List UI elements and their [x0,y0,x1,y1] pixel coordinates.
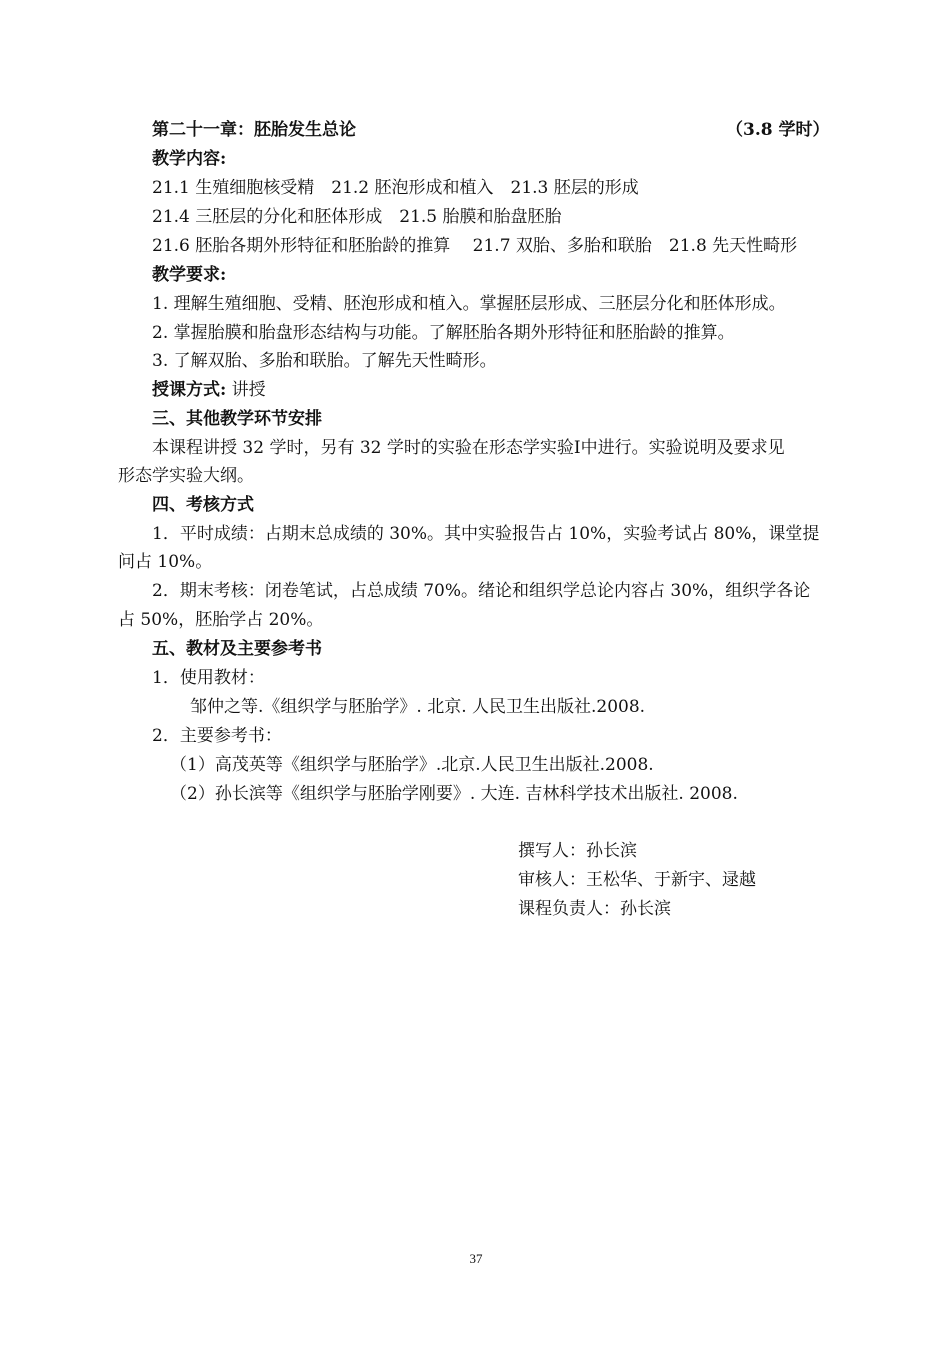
signature-author: 撰写人：孙长滨 [518,841,637,861]
section4-heading: 四、考核方式 [152,495,254,515]
page-number: 37 [469,1251,483,1266]
textbook-label: 1．使用教材： [152,668,265,688]
teaching-content-line: 21.6 胚胎各期外形特征和胚胎龄的推算 21.7 双胎、多胎和联胎 21.8 先天性畸形 [152,236,798,256]
section3-heading: 三、其他教学环节安排 [152,409,322,429]
teaching-requirement-line: 2. 掌握胎膜和胎盘形态结构与功能。了解胚胎各期外形特征和胚胎龄的推算。 [152,323,735,343]
teaching-method-value: 讲授 [226,380,266,400]
assessment-item-line: 占 50%，胚胎学占 20%。 [118,610,324,630]
teaching-method [152,379,266,401]
assessment-item-line: 2．期末考核：闭卷笔试，占总成绩 70%。绪论和组织学总论内容占 30%，组织学各论 [152,581,811,601]
signature-reviewers: 审核人：王松华、于新宇、逯越 [518,870,756,890]
references-label: 2．主要参考书： [152,726,282,746]
signature-responsible: 课程负责人：孙长滨 [518,899,671,919]
teaching-requirements-heading: 教学要求: [152,265,227,285]
reference-entry: （1）高茂英等《组织学与胚胎学》.北京.人民卫生出版社.2008. [170,755,654,775]
teaching-content-heading: 教学内容: [152,149,227,169]
assessment-item-line: 问占 10%。 [118,552,213,572]
teaching-requirement-line: 1. 理解生殖细胞、受精、胚泡形成和植入。掌握胚层形成、三胚层分化和胚体形成。 [152,294,786,314]
chapter-title: 第二十一章：胚胎发生总论 [152,120,356,140]
assessment-item-line: 1．平时成绩：占期末总成绩的 30%。其中实验报告占 10%，实验考试占 80%，课堂提 [152,524,820,544]
textbook-entry: 邹仲之等.《组织学与胚胎学》. 北京. 人民卫生出版社.2008. [190,697,646,717]
teaching-method-label: 授课方式: [152,380,227,400]
teaching-content-line: 21.1 生殖细胞核受精 21.2 胚泡形成和植入 21.3 胚层的形成 [152,178,639,198]
section3-paragraph-line: 形态学实验大纲。 [118,466,254,486]
chapter-hours: （3.8 学时） [726,120,830,140]
teaching-content-line: 21.4 三胚层的分化和胚体形成 21.5 胎膜和胎盘胚胎 [152,207,562,227]
section5-heading: 五、教材及主要参考书 [152,639,322,659]
section3-paragraph-line: 本课程讲授 32 学时，另有 32 学时的实验在形态学实验Ⅰ中进行。实验说明及要求见 [152,438,785,458]
reference-entry: （2）孙长滨等《组织学与胚胎学刚要》. 大连. 吉林科学技术出版社. 2008. [170,784,738,804]
teaching-requirement-line: 3. 了解双胎、多胎和联胎。了解先天性畸形。 [152,351,497,371]
